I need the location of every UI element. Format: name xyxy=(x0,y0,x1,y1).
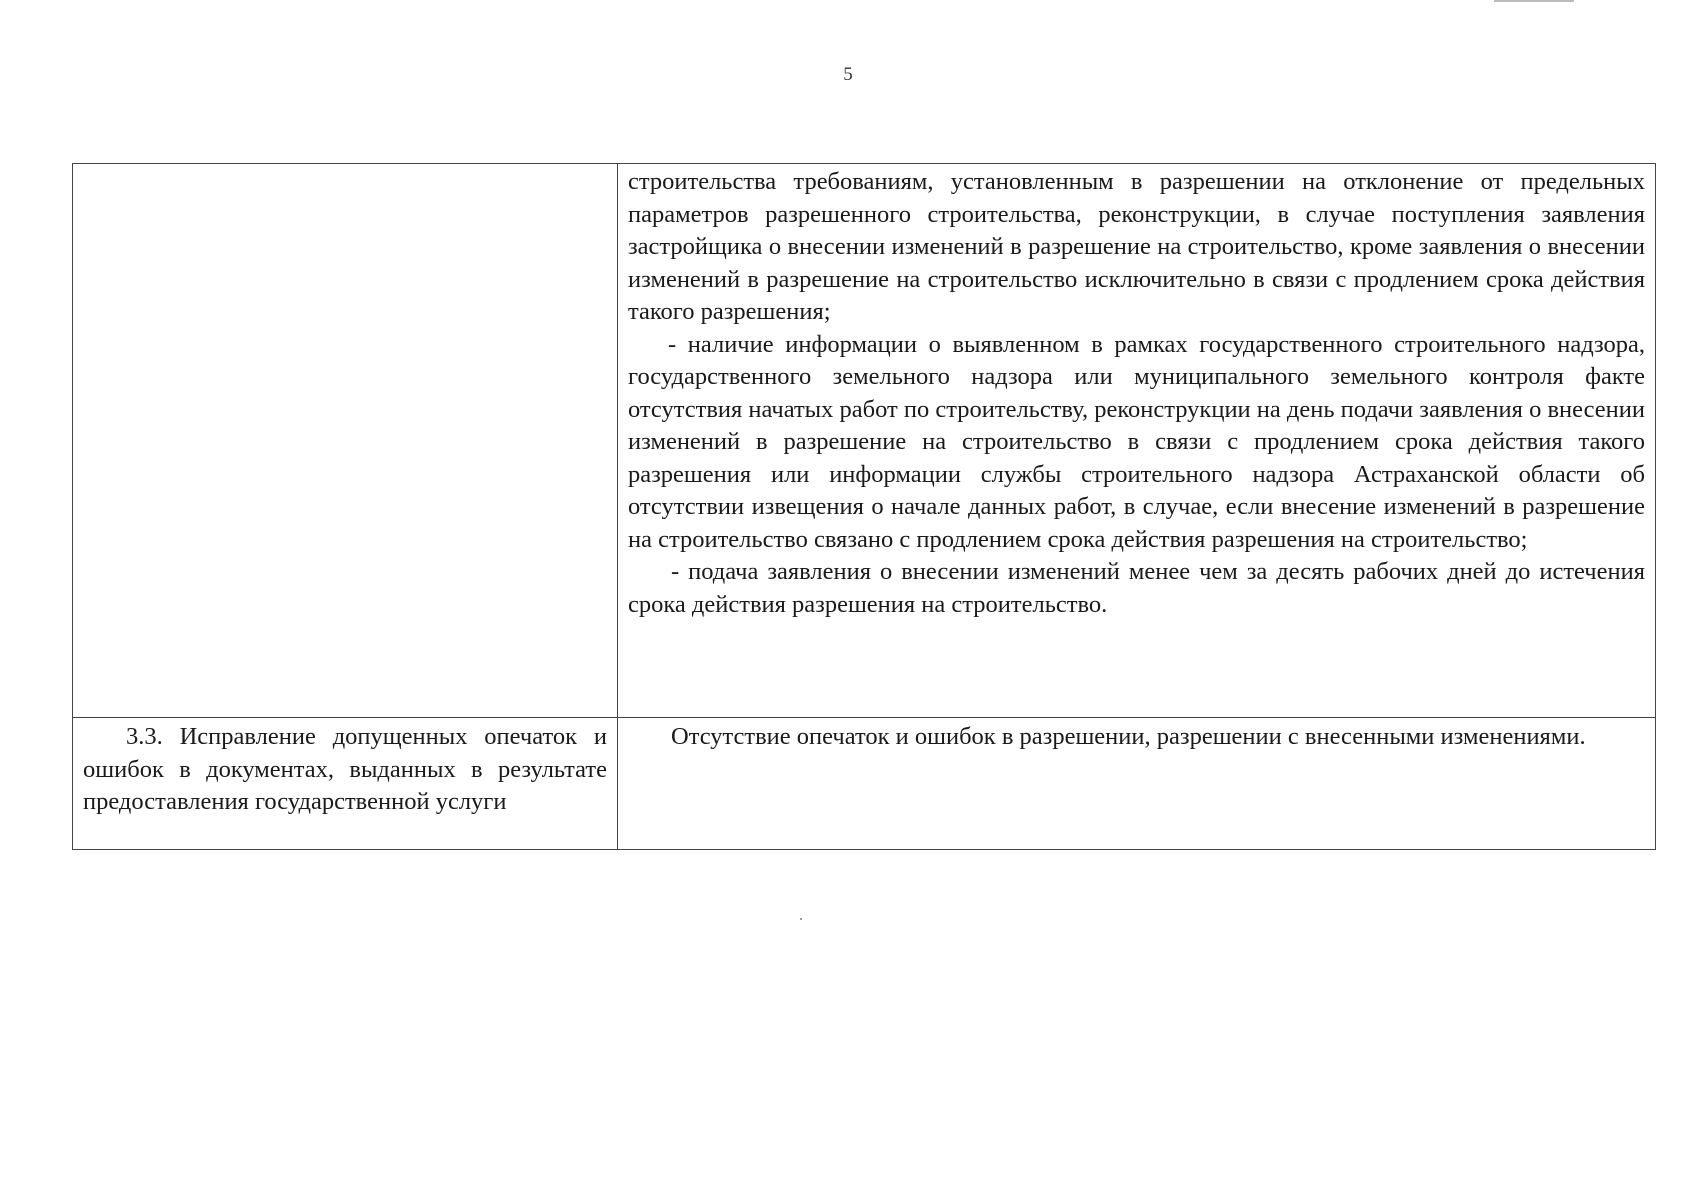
table-cell-service-name xyxy=(73,718,618,850)
service-section-title: 3.3. Исправление допущенных опечаток и ошибок в документах, выданных в результате предоставления государственной услуги xyxy=(83,723,607,815)
table-cell-empty xyxy=(73,164,618,718)
document-table xyxy=(72,163,1656,850)
paragraph-bullet-application: - подача заявления о внесении изменений менее чем за десять рабочих дней до истечения срока действия разрешения на строительство. xyxy=(628,558,1645,618)
table-cell-grounds xyxy=(618,164,1656,718)
scan-artifact-mark xyxy=(1494,0,1574,2)
paragraph-continuation: строительства требованиям, установленным в разрешении на отклонение от предельных параметров разрешенного строительства, реконструкции, в случае поступления заявления застройщика о внесении изменений в разрешение на строительство, кроме заявления о внесении изменений в разрешение на строительство исключительно в связи с продлением срока действия такого разрешения; xyxy=(628,168,1645,325)
paragraph-bullet-information: - наличие информации о выявленном в рамках государственного строительного надзора, государственного земельного надзора или муниципального земельного контроля факте отсутствия начатых работ по строительству, реконструкции на день подачи заявления о внесении изменений в разрешение на строительство в связи с продлением срока действия такого разрешения или информации службы строительного надзора Астраханской области об отсутствии извещения о начале данных работ, в случае, если внесение изменений в разрешение на строительство связано с продлением срока действия разрешения на строительство; xyxy=(628,330,1645,553)
table-row xyxy=(73,164,1656,718)
condition-text: Отсутствие опечаток и ошибок в разрешении, разрешении с внесенными изменениями. xyxy=(671,723,1586,750)
scan-artifact-dot xyxy=(800,918,802,920)
table-cell-condition xyxy=(618,718,1656,850)
table-row xyxy=(73,718,1656,850)
page-number: 5 xyxy=(843,64,853,85)
